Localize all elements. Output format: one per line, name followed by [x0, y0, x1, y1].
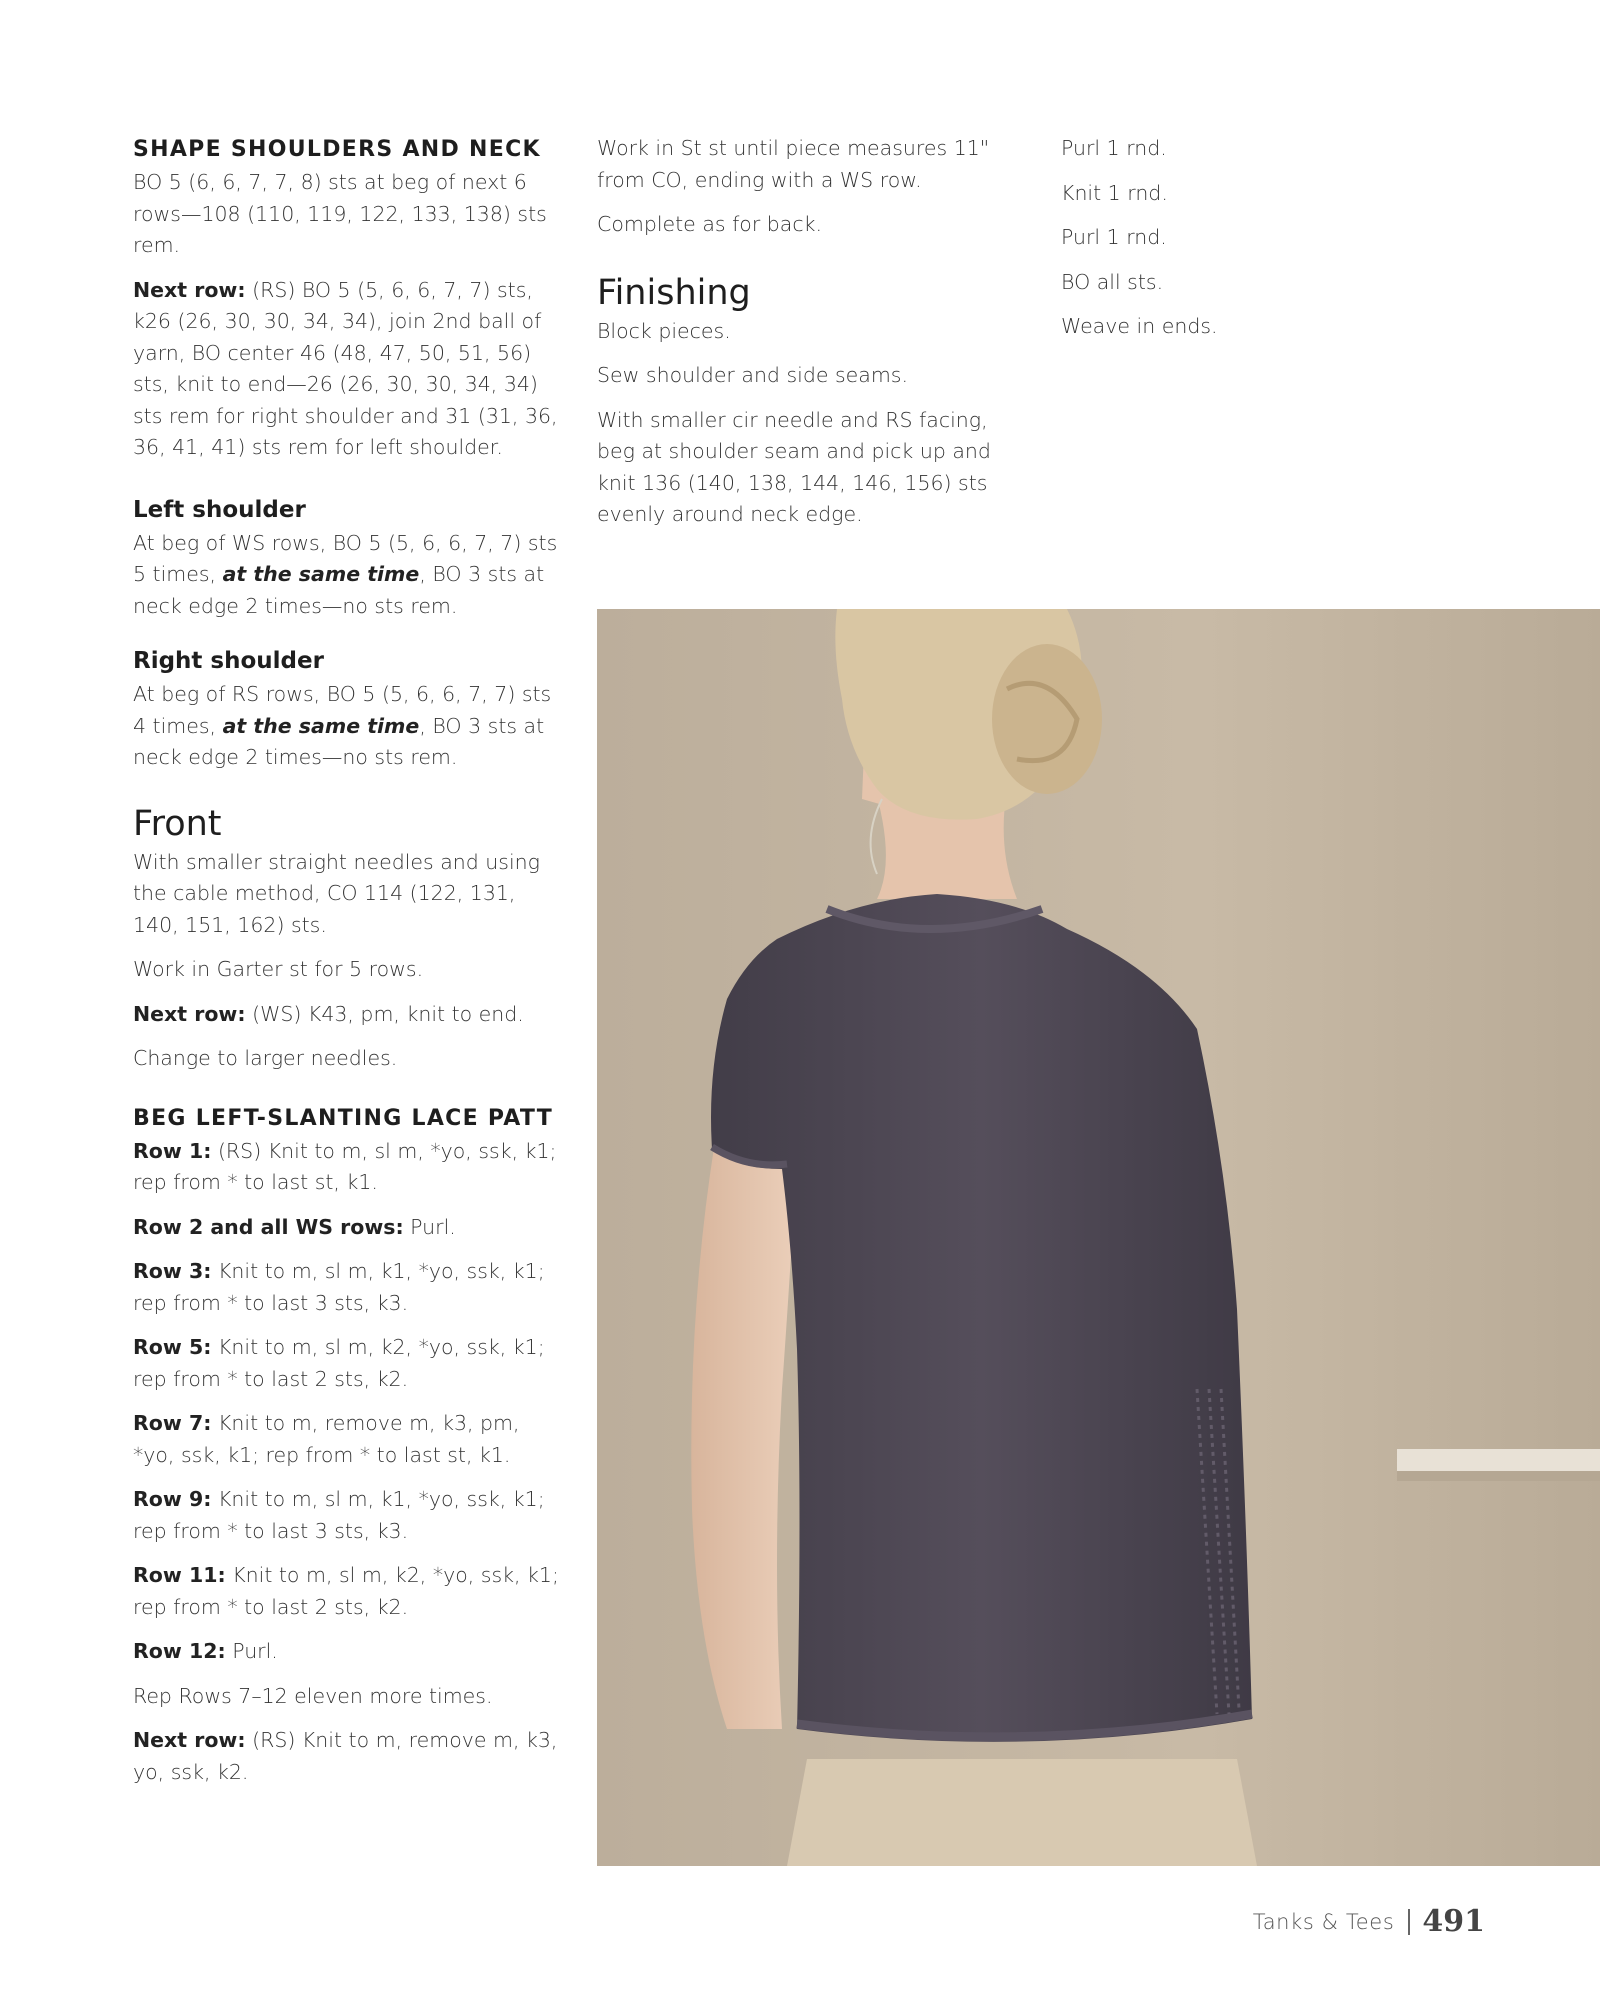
- para-sew-seams: Sew shoulder and side seams.: [597, 363, 909, 387]
- label-next-row: Next row:: [133, 277, 246, 302]
- text-row: Knit to m, sl m, k1, *yo, ssk, k1; rep from * to last 3 sts, k3.: [133, 1487, 545, 1543]
- label-row: Row 9:: [133, 1487, 212, 1511]
- label-row: Row 3:: [133, 1259, 212, 1283]
- para-row-2: [133, 1212, 563, 1244]
- column-right: [1061, 0, 1361, 356]
- text-row: Purl.: [225, 1639, 278, 1663]
- text-right-a: At beg of RS rows, BO 5 (5, 6, 6, 7, 7) sts 4 times,: [133, 682, 552, 738]
- text-row: Knit to m, sl m, k1, *yo, ssk, k1; rep from * to last 3 sts, k3.: [133, 1259, 545, 1315]
- photo-illustration: [597, 609, 1600, 1866]
- wall-trim-shadow: [1397, 1471, 1600, 1481]
- label-row: Row 2 and all WS rows:: [133, 1214, 404, 1239]
- para-row-12: [133, 1636, 563, 1668]
- text-row: (RS) Knit to m, sl m, *yo, ssk, k1; rep from * to last st, k1.: [133, 1138, 557, 1194]
- para-row-9: [133, 1484, 563, 1547]
- text-front-next-row: (WS) K43, pm, knit to end.: [245, 1001, 524, 1026]
- para-front-garter: Work in Garter st for 5 rows.: [133, 957, 424, 981]
- para-rep-rows: Rep Rows 7–12 eleven more times.: [133, 1683, 493, 1708]
- para-front-change: Change to larger needles.: [133, 1046, 398, 1070]
- para-row-7: [133, 1408, 563, 1471]
- text-right-b: , BO 3 sts at neck edge 2 times—no sts rem.: [133, 713, 545, 769]
- heading-lace-patt: BEG LEFT-SLANTING LACE PATT: [133, 1105, 554, 1131]
- para-block-pieces: Block pieces.: [597, 318, 731, 343]
- para-purl-rnd-1: Purl 1 rnd.: [1061, 136, 1167, 160]
- para-bo-all: BO all sts.: [1061, 269, 1164, 294]
- para-front-co: With smaller straight needles and using the cable method, CO 114 (122, 131, 140, 151, 162) sts.: [133, 849, 540, 937]
- text-row: Knit to m, sl m, k2, *yo, ssk, k1; rep from * to last 2 sts, k2.: [133, 1335, 545, 1391]
- wall-trim: [1397, 1449, 1600, 1471]
- para-purl-rnd-2: Purl 1 rnd.: [1061, 225, 1167, 249]
- para-right-shoulder: [133, 679, 563, 774]
- label-row: Row 7:: [133, 1411, 212, 1435]
- text-next-row: (RS) BO 5 (5, 6, 6, 7, 7) sts, k26 (26, 30, 30, 34, 34), join 2nd ball of yarn, BO center 46 (48, 47, 50, 51, 56) sts, knit to end—26 (26, 30, 30, 34, 34) sts rem for right shoulder and 31 (31, 36, 36, 41, 41) sts rem for left shoulder.: [133, 277, 558, 459]
- heading-finishing: Finishing: [597, 272, 751, 313]
- label-row: Row 1:: [133, 1138, 212, 1163]
- heading-right-shoulder: Right shoulder: [133, 648, 324, 674]
- para-next-row-bo: [133, 275, 563, 464]
- heading-left-shoulder: Left shoulder: [133, 496, 306, 523]
- label-row: Row 12:: [133, 1639, 226, 1663]
- text-last-next-row: (RS) Knit to m, remove m, k3, yo, ssk, k2.: [133, 1728, 558, 1784]
- text-row: Knit to m, sl m, k2, *yo, ssk, k1; rep from * to last 2 sts, k2.: [133, 1563, 559, 1619]
- para-last-next-row: [133, 1725, 563, 1788]
- text-row: Knit to m, remove m, k3, pm, *yo, ssk, k1; rep from * to last st, k1.: [133, 1411, 520, 1467]
- para-work-st-st: Work in St st until piece measures 11" from CO, ending with a WS row.: [597, 136, 990, 192]
- skirt: [787, 1759, 1257, 1866]
- hair-bun: [992, 644, 1102, 794]
- text-left-emphasis: at the same time: [222, 562, 420, 586]
- para-knit-rnd: Knit 1 rnd.: [1061, 180, 1168, 205]
- heading-front: Front: [133, 803, 222, 844]
- footer-separator: [1408, 1909, 1410, 1935]
- para-complete-back: Complete as for back.: [597, 212, 823, 236]
- page-footer: [1253, 1904, 1485, 1939]
- column-left: [133, 0, 563, 1801]
- page-number: 491: [1422, 1904, 1485, 1939]
- para-front-next-row: [133, 999, 563, 1031]
- heading-shape-shoulders-neck: SHAPE SHOULDERS AND NECK: [133, 137, 541, 162]
- para-shape-shoulders: BO 5 (6, 6, 7, 7, 8) sts at beg of next 6 rows—108 (110, 119, 122, 133, 138) sts rem.: [133, 170, 547, 257]
- text-left-a: At beg of WS rows, BO 5 (5, 6, 6, 7, 7) sts 5 times,: [133, 530, 558, 586]
- footer-section-title: Tanks & Tees: [1252, 1909, 1395, 1934]
- text-right-emphasis: at the same time: [222, 713, 420, 738]
- para-row-11: [133, 1560, 563, 1623]
- column-middle: [597, 0, 1027, 544]
- para-neck-pickup: With smaller cir needle and RS facing, beg at shoulder seam and pick up and knit 136 (140, 138, 144, 146, 156) sts evenly around neck edge.: [597, 407, 991, 526]
- para-left-shoulder: [133, 528, 563, 623]
- para-row-1: [133, 1136, 563, 1199]
- photo-sweater-back: [597, 609, 1600, 1866]
- label-last-next-row: Next row:: [133, 1728, 246, 1752]
- para-row-3: [133, 1256, 563, 1319]
- label-row: Row 5:: [133, 1335, 212, 1359]
- label-front-next-row: Next row:: [133, 1001, 246, 1026]
- label-row: Row 11:: [133, 1563, 226, 1587]
- text-row: Purl.: [403, 1214, 456, 1239]
- para-weave-ends: Weave in ends.: [1061, 314, 1218, 338]
- text-left-b: , BO 3 sts at neck edge 2 times—no sts rem.: [133, 562, 545, 618]
- para-row-5: [133, 1332, 563, 1395]
